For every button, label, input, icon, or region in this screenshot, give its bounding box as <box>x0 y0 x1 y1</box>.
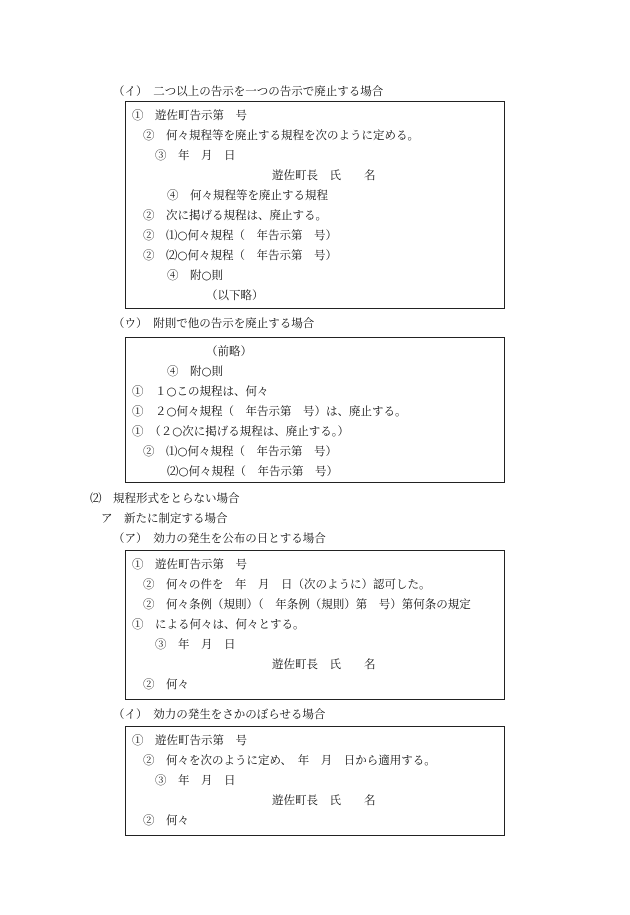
box3-line-1: ① 遊佐町告示第 号 <box>132 557 247 571</box>
box3-line-4: ① による何々は、何々とする。 <box>132 617 305 631</box>
box1-line-10: （以下略） <box>206 288 264 302</box>
heading-i2-retroactive: （イ） 効力の発生をさかのぼらせる場合 <box>113 707 326 721</box>
box4-line-5: ② 何々 <box>143 813 189 827</box>
example-box-2 <box>125 337 505 483</box>
box1-line-6: ② 次に掲げる規程は、廃止する。 <box>143 208 327 222</box>
box2-line-2: ④ 附○則 <box>167 364 224 378</box>
box1-line-7: ② ⑴○何々規程（ 年告示第 号） <box>143 228 338 242</box>
heading-a-new: ア 新たに制定する場合 <box>101 511 228 525</box>
box1-line-8: ② ⑵○何々規程（ 年告示第 号） <box>143 248 338 262</box>
box2-line-6: ② ⑴○何々規程（ 年告示第 号） <box>143 444 338 458</box>
box1-line-9: ④ 附○則 <box>167 268 224 282</box>
heading-u-supplementary: （ウ） 附則で他の告示を廃止する場合 <box>113 316 315 330</box>
box1-line-4: 遊佐町長 氏 名 <box>272 168 376 182</box>
box1-line-5: ④ 何々規程等を廃止する規程 <box>167 188 328 202</box>
box4-line-1: ① 遊佐町告示第 号 <box>132 733 247 747</box>
box3-line-6: 遊佐町長 氏 名 <box>272 657 376 671</box>
box1-line-1: ① 遊佐町告示第 号 <box>132 108 247 122</box>
heading-a1-effective-date: （ア） 効力の発生を公布の日とする場合 <box>113 531 326 545</box>
example-box-3 <box>125 550 505 700</box>
box2-line-4: ① ２○何々規程（ 年告示第 号）は、廃止する。 <box>132 404 407 418</box>
box2-line-5: ① （２○次に掲げる規程は、廃止する。） <box>132 424 350 438</box>
box3-line-7: ② 何々 <box>143 677 189 691</box>
box1-line-2: ② 何々規程等を廃止する規程を次のように定める。 <box>143 128 419 142</box>
box2-line-7: ⑵○何々規程（ 年告示第 号） <box>167 464 339 478</box>
box2-line-1: （前略） <box>206 344 252 358</box>
example-box-4 <box>125 726 505 836</box>
box4-line-4: 遊佐町長 氏 名 <box>272 793 376 807</box>
example-box-1 <box>125 101 505 309</box>
box3-line-2: ② 何々の件を 年 月 日（次のように）認可した。 <box>143 577 431 591</box>
box2-line-3: ① １○この規程は、何々 <box>132 384 269 398</box>
heading-i-abolish-multiple: （イ） 二つ以上の告示を一つの告示で廃止する場合 <box>113 84 384 98</box>
box3-line-5: ③ 年 月 日 <box>155 637 236 651</box>
box4-line-3: ③ 年 月 日 <box>155 773 236 787</box>
box4-line-2: ② 何々を次のように定め、 年 月 日から適用する。 <box>143 753 436 767</box>
heading-2-non-regulation: ⑵ 規程形式をとらない場合 <box>90 491 240 505</box>
box3-line-3: ② 何々条例（規則）（ 年条例（規則）第 号）第何条の規定 <box>143 597 471 611</box>
box1-line-3: ③ 年 月 日 <box>155 148 236 162</box>
